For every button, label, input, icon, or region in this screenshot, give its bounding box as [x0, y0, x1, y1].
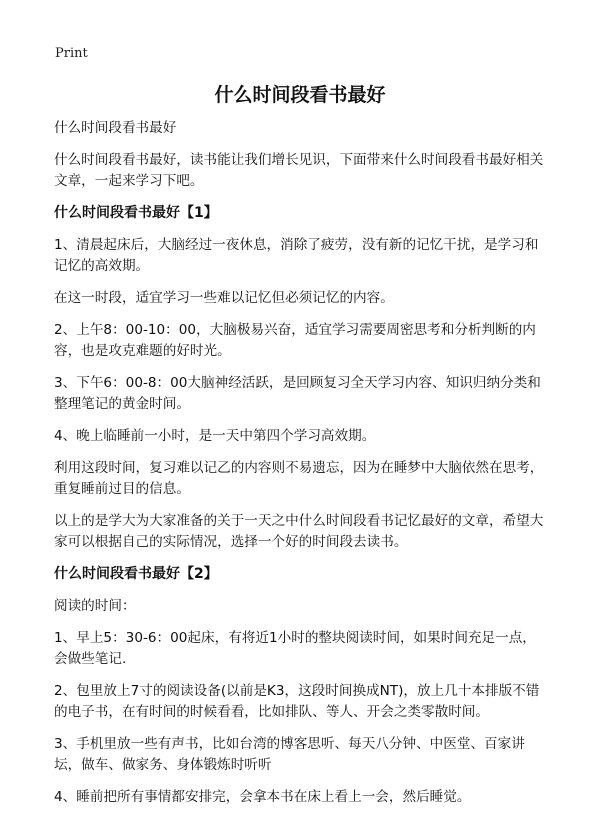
- section-1-heading: 什么时间段看书最好【1】: [54, 205, 218, 221]
- article-subtitle: 什么时间段看书最好: [54, 120, 177, 136]
- paragraph: 3、手机里放一些有声书，比如台湾的博客思听、每天八分钟、中医堂、百家讲坛，做车、做家务、身体锻炼时听听: [54, 736, 525, 773]
- paragraph: 4、晚上临睡前一小时，是一天中第四个学习高效期。: [54, 428, 376, 444]
- paragraph: 1、早上5：30-6：00起床，有将近1小时的整块阅读时间，如果时间充足一点，会做些笔记.: [54, 630, 536, 667]
- section-2-heading: 什么时间段看书最好【2】: [54, 566, 218, 582]
- paragraph: 阅读的时间：: [54, 598, 136, 614]
- article-intro: 什么时间段看书最好，读书能让我们增长见识，下面带来什么时间段看书最好相关文章，一起来学习下吧。: [54, 152, 544, 189]
- paragraph: 以上的是学大为大家准备的关于一天之中什么时间段看书记忆最好的文章，希望大家可以根据自己的实际情况，选择一个好的时间段去读书。: [54, 513, 544, 550]
- paragraph: 3、下午6：00-8：00大脑神经活跃，是回顾复习全天学习内容、知识归纳分类和整理笔记的黄金时间。: [54, 375, 541, 412]
- page-title: 什么时间段看书最好: [214, 84, 386, 106]
- paragraph: 利用这段时间，复习难以记乙的内容则不易遗忘，因为在睡梦中大脑依然在思考，重复睡前过目的信息。: [54, 460, 544, 497]
- paragraph: 2、包里放上7寸的阅读设备(以前是K3，这段时间换成NT)，放上几十本排版不错的电子书，在有时间的时候看看，比如排队、等人、开会之类零散时间。: [54, 683, 540, 720]
- article-body: [54, 118, 548, 819]
- paragraph: 4、睡前把所有事情都安排完，会拿本书在床上看上一会，然后睡觉。: [54, 789, 471, 805]
- paragraph: 在这一时段，适宜学习一些难以记忆但必须记忆的内容。: [54, 290, 394, 306]
- paragraph: 2、上午8：00-10：00，大脑极易兴奋，适宜学习需要周密思考和分析判断的内容，也是攻克难题的好时光。: [54, 322, 536, 359]
- paragraph: 1、清晨起床后，大脑经过一夜休息，消除了疲劳，没有新的记忆干扰，是学习和记忆的高效期。: [54, 237, 539, 274]
- print-link[interactable]: Print: [55, 46, 88, 61]
